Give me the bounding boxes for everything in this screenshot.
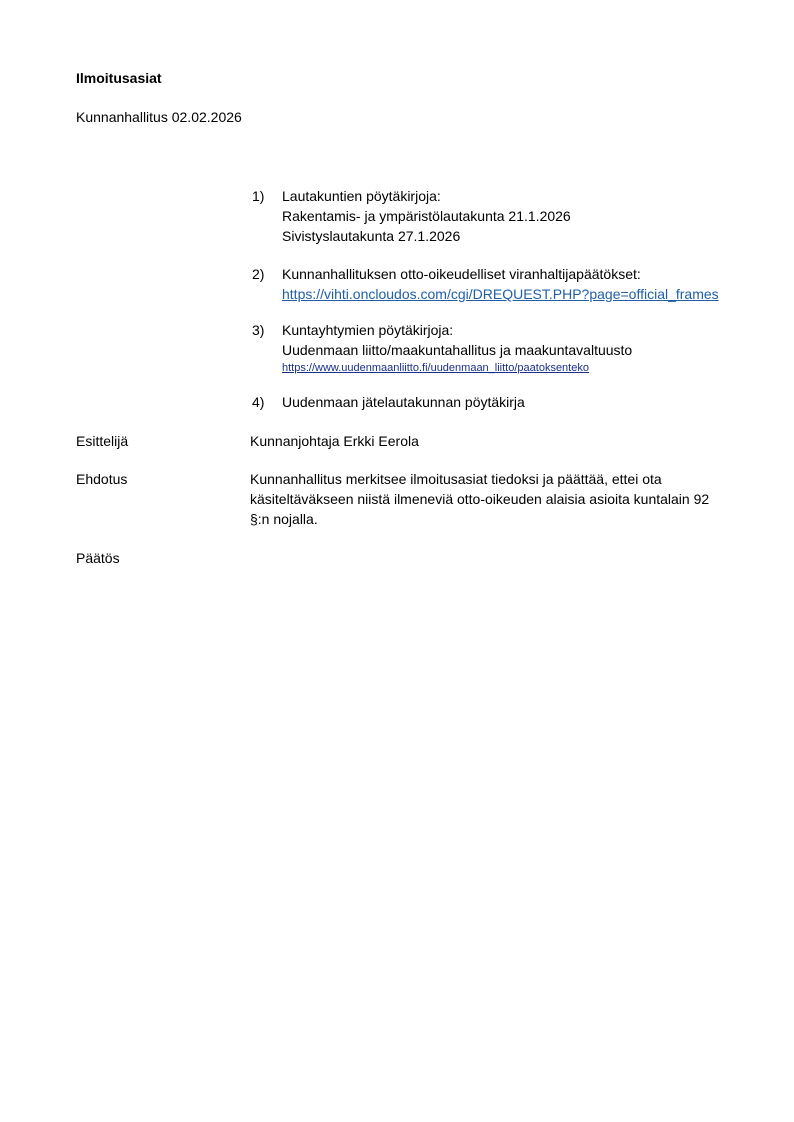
presenter-label: Esittelijä — [76, 433, 129, 449]
item-line: Kunnanhallituksen otto-oikeudelliset viranhaltijapäätökset: — [282, 266, 641, 282]
item-line: Sivistyslautakunta 27.1.2026 — [282, 228, 461, 244]
decision-label: Päätös — [76, 550, 120, 566]
proposal-text — [250, 469, 740, 529]
item-line: Rakentamis- ja ympäristölautakunta 21.1.2026 — [282, 208, 571, 224]
item-line: Kuntayhtymien pöytäkirjoja: — [282, 322, 454, 338]
proposal-line: käsiteltäväkseen niistä ilmeneviä otto-oikeuden alaisia asioita kuntalain 92 — [250, 491, 710, 507]
proposal-line: Kunnanhallitus merkitsee ilmoitusasiat tiedoksi ja päättää, ettei ota — [250, 471, 662, 487]
presenter-value: Kunnanjohtaja Erkki Eerola — [250, 433, 419, 449]
item-number: 3) — [252, 322, 265, 338]
item-line: Lautakuntien pöytäkirjoja: — [282, 188, 441, 204]
uusimaa-decisions-link[interactable]: https://www.uudenmaanliitto.fi/uudenmaan_liitto/paatoksenteko — [282, 362, 589, 374]
document-title: Ilmoitusasiat — [76, 70, 162, 86]
official-decisions-link[interactable]: https://vihti.oncloudos.com/cgi/DREQUEST.PHP?page=official_frames — [282, 286, 719, 302]
item-line: Uudenmaan liitto/maakuntahallitus ja maakuntavaltuusto — [282, 342, 633, 358]
item-line: Uudenmaan jätelautakunnan pöytäkirja — [282, 394, 525, 410]
item-number: 4) — [252, 394, 265, 410]
item-number: 1) — [252, 188, 265, 204]
proposal-line: §:n nojalla. — [250, 511, 318, 527]
proposal-label: Ehdotus — [76, 471, 128, 487]
document-subtitle: Kunnanhallitus 02.02.2026 — [76, 109, 242, 125]
item-number: 2) — [252, 266, 265, 282]
